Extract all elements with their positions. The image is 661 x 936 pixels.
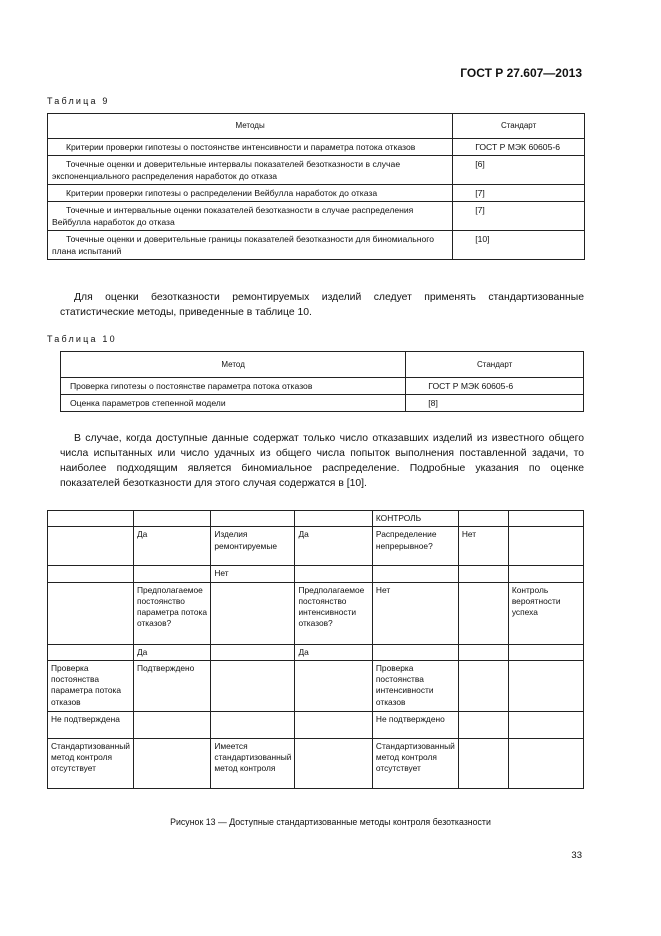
table-row — [48, 202, 585, 231]
confirmed-label: Подтверждено — [133, 660, 210, 711]
no-standard-method: Стандартизованный метод контроля отсутствует — [372, 738, 458, 788]
table-row — [61, 378, 584, 395]
yes-label: Да — [295, 527, 372, 566]
table9-method: Точечные оценки и доверительные интервалы показателей безотказности в случае экспоненциального распределения наработок до отказа — [48, 156, 453, 185]
table10-standard: [8] — [406, 395, 584, 412]
table9-standard: [7] — [453, 202, 585, 231]
yes-label: Да — [133, 644, 210, 660]
table9-standard: [7] — [453, 185, 585, 202]
table10-standard: ГОСТ Р МЭК 60605-6 — [406, 378, 584, 395]
not-confirmed-label: Не подтверждено — [372, 711, 458, 738]
yes-label: Да — [295, 644, 372, 660]
table10-col-method: Метод — [61, 352, 406, 378]
paragraph-1-text: Для оценки безотказности ремонтируемых изделий следует применять стандартизованные статистические методы, приведенные в таблице 10. — [60, 292, 584, 318]
table9-standard: [6] — [453, 156, 585, 185]
control-label: КОНТРОЛЬ — [372, 511, 458, 527]
table-row — [48, 231, 585, 260]
table9 — [47, 113, 585, 260]
success-probability-control: Контроль вероятности успеха — [508, 582, 583, 644]
table9-col-standard: Стандарт — [453, 114, 585, 139]
check-intensity-constancy: Проверка постоянства интенсивности отказов — [372, 660, 458, 711]
no-standard-method: Стандартизованный метод контроля отсутствует — [48, 738, 134, 788]
paragraph-2-text: В случае, когда доступные данные содержат только число отказавших изделий из известного общего числа испытанных или число удачных из общего числа попыток выполнения поставленной задачи, то наиболее подходящим является биномиальное распределение. Подробные указания по оценке показателей безотказности для этого случая содержатся в [10]. — [60, 433, 584, 489]
document-id: ГОСТ Р 27.607—2013 — [460, 66, 582, 80]
no-label: Нет — [211, 566, 295, 582]
distribution-continuous-question: Распределение непрерывное? — [372, 527, 458, 566]
table-row — [61, 395, 584, 412]
table-row — [48, 156, 585, 185]
table9-caption: Таблица 9 — [47, 96, 110, 106]
table10-method: Оценка параметров степенной модели — [61, 395, 406, 412]
paragraph-1 — [60, 290, 584, 320]
intensity-constant-question: Предполагаемое постоянство интенсивности отказов? — [295, 582, 372, 644]
table9-standard: [10] — [453, 231, 585, 260]
not-confirmed-label: Не подтверждена — [48, 711, 134, 738]
figure13-caption: Рисунок 13 — Доступные стандартизованные методы контроля безотказности — [170, 817, 491, 827]
table9-col-method: Методы — [48, 114, 453, 139]
yes-label: Да — [133, 527, 210, 566]
no-label: Нет — [372, 582, 458, 644]
table-row — [48, 139, 585, 156]
table10-col-standard: Стандарт — [406, 352, 584, 378]
no-label: Нет — [458, 527, 508, 566]
figure13-diagram-table — [47, 510, 584, 789]
table9-method: Точечные оценки и доверительные границы показателей безотказности для биномиального плана испытаний — [48, 231, 453, 260]
table9-standard: ГОСТ Р МЭК 60605-6 — [453, 139, 585, 156]
table9-method: Критерии проверки гипотезы о постоянстве интенсивности и параметра потока отказов — [48, 139, 453, 156]
table-row — [48, 185, 585, 202]
items-repairable-question: Изделия ремонтируемые — [211, 527, 295, 566]
page-number: 33 — [571, 850, 582, 861]
table10-caption: Таблица 10 — [47, 334, 117, 344]
standard-method-available: Имеется стандартизованный метод контроля — [211, 738, 295, 788]
flow-constant-question: Предполагаемое постоянство параметра потока отказов? — [133, 582, 210, 644]
table9-method: Критерии проверки гипотезы о распределении Вейбулла наработок до отказа — [48, 185, 453, 202]
table9-method: Точечные и интервальные оценки показателей безотказности в случае распределения Вейбулла наработок до отказа — [48, 202, 453, 231]
table10-method: Проверка гипотезы о постоянстве параметра потока отказов — [61, 378, 406, 395]
paragraph-2 — [60, 431, 584, 491]
check-flow-constancy: Проверка постоянства параметра потока отказов — [48, 660, 134, 711]
table10 — [60, 351, 584, 412]
